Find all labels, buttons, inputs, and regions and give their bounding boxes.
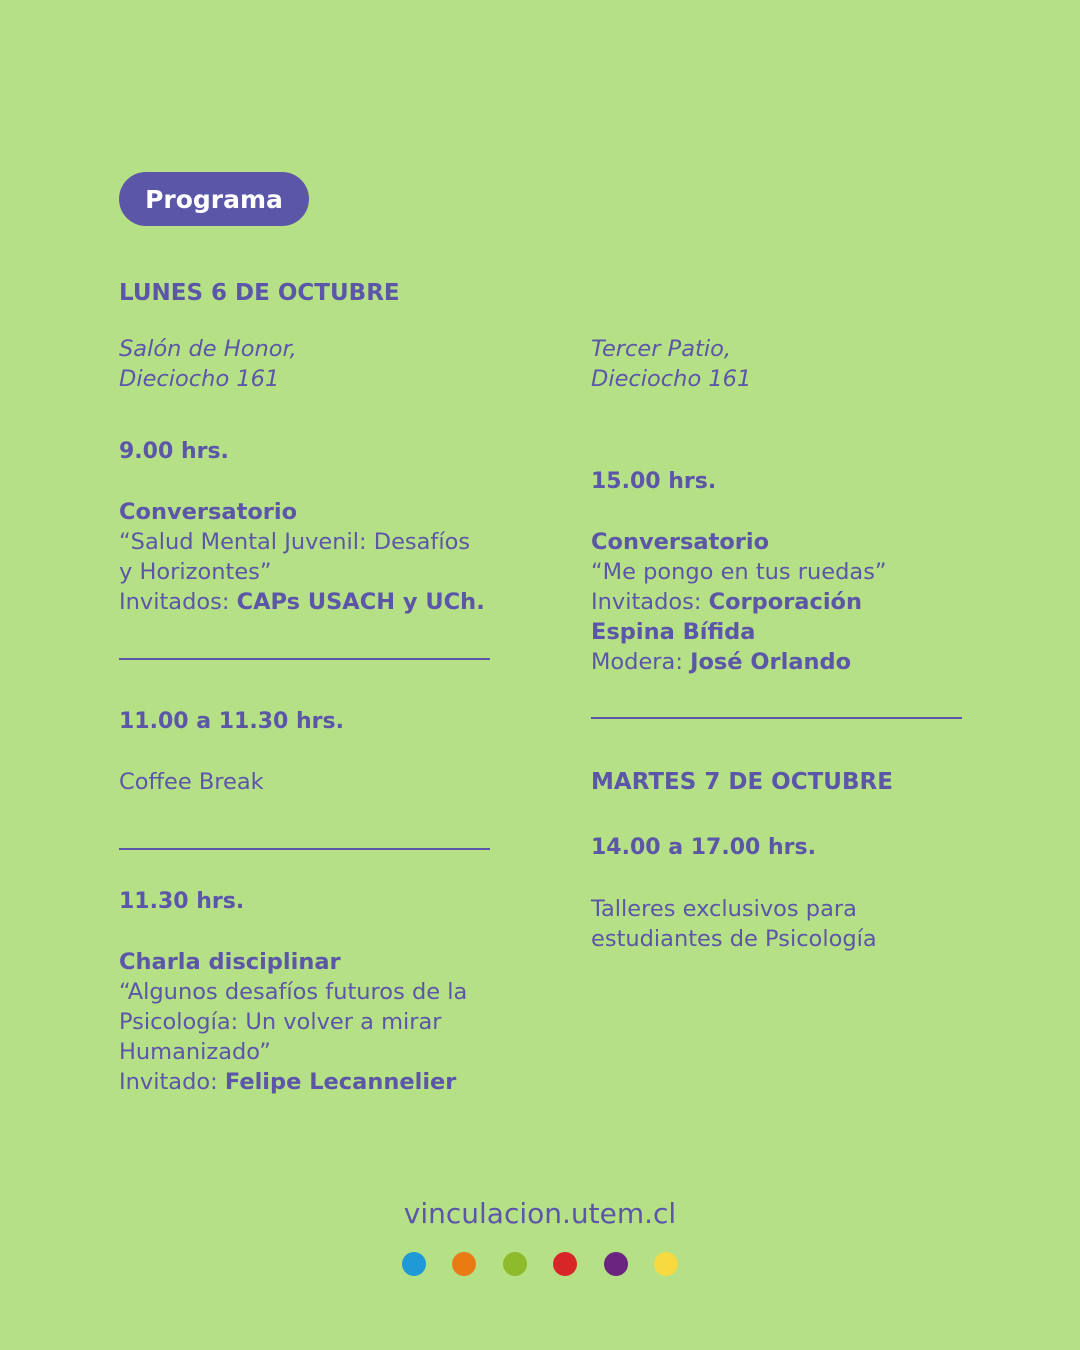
day-2-line-2: estudiantes de Psicología — [591, 926, 877, 952]
venue-right-line-2: Dieciocho 161 — [591, 366, 752, 392]
day-1-heading: LUNES 6 DE OCTUBRE — [119, 280, 400, 306]
event-1-type: Conversatorio — [119, 499, 298, 525]
venue-right — [591, 334, 751, 394]
venue-left — [119, 334, 297, 394]
event-4-guests-line-2: Espina Bífida — [591, 619, 756, 645]
event-4-guests — [591, 587, 887, 617]
event-4-type: Conversatorio — [591, 529, 770, 555]
event-3-guests-label: Invitado: — [119, 1069, 225, 1095]
event-1-title-line-2: y Horizontes” — [119, 559, 272, 585]
color-dot-green — [503, 1252, 527, 1276]
event-1-time: 9.00 hrs. — [119, 439, 229, 464]
day-2-time: 14.00 a 17.00 hrs. — [591, 835, 816, 860]
event-2-time: 11.00 a 11.30 hrs. — [119, 709, 344, 734]
programa-badge — [119, 172, 309, 226]
event-2-title: Coffee Break — [119, 769, 264, 795]
divider-right-1 — [591, 717, 962, 719]
programa-badge-label: Programa — [145, 184, 283, 214]
event-1-details — [119, 497, 485, 617]
color-dot-red — [553, 1252, 577, 1276]
event-4-moderator-name: José Orlando — [690, 649, 852, 675]
event-1-guests-names: CAPs USACH y UCh. — [236, 589, 485, 615]
venue-right-line-1: Tercer Patio, — [591, 336, 732, 362]
event-1-title-line-1: “Salud Mental Juvenil: Desafíos — [119, 529, 471, 555]
event-4-title: “Me pongo en tus ruedas” — [591, 559, 887, 585]
event-3-guests — [119, 1067, 467, 1097]
event-1-guests-label: Invitados: — [119, 589, 237, 615]
day-2-heading: MARTES 7 DE OCTUBRE — [591, 769, 893, 795]
event-3-title-line-1: “Algunos desafíos futuros de la — [119, 979, 468, 1005]
venue-left-line-1: Salón de Honor, — [119, 336, 297, 362]
color-dot-yellow — [654, 1252, 678, 1276]
event-4-details — [591, 527, 887, 677]
event-4-moderator-label: Modera: — [591, 649, 691, 675]
color-dot-blue — [402, 1252, 426, 1276]
event-4-guests-line-1: Corporación — [708, 589, 863, 615]
day-2-line-1: Talleres exclusivos para — [591, 896, 857, 922]
divider-left-1 — [119, 658, 490, 660]
event-4-moderator — [591, 647, 887, 677]
event-4-time: 15.00 hrs. — [591, 469, 717, 494]
event-3-type: Charla disciplinar — [119, 949, 341, 975]
event-3-details — [119, 947, 467, 1097]
event-4-guests-label: Invitados: — [591, 589, 709, 615]
event-3-time: 11.30 hrs. — [119, 889, 245, 914]
event-3-title-line-3: Humanizado” — [119, 1039, 271, 1065]
website-link[interactable]: vinculacion.utem.cl — [403, 1197, 677, 1230]
event-3-guests-names: Felipe Lecannelier — [224, 1069, 457, 1095]
divider-left-2 — [119, 848, 490, 850]
day-2-description — [591, 894, 877, 954]
venue-left-line-2: Dieciocho 161 — [119, 366, 280, 392]
event-1-guests — [119, 587, 485, 617]
color-dot-orange — [452, 1252, 476, 1276]
event-3-title-line-2: Psicología: Un volver a mirar — [119, 1009, 442, 1035]
color-dot-purple — [604, 1252, 628, 1276]
